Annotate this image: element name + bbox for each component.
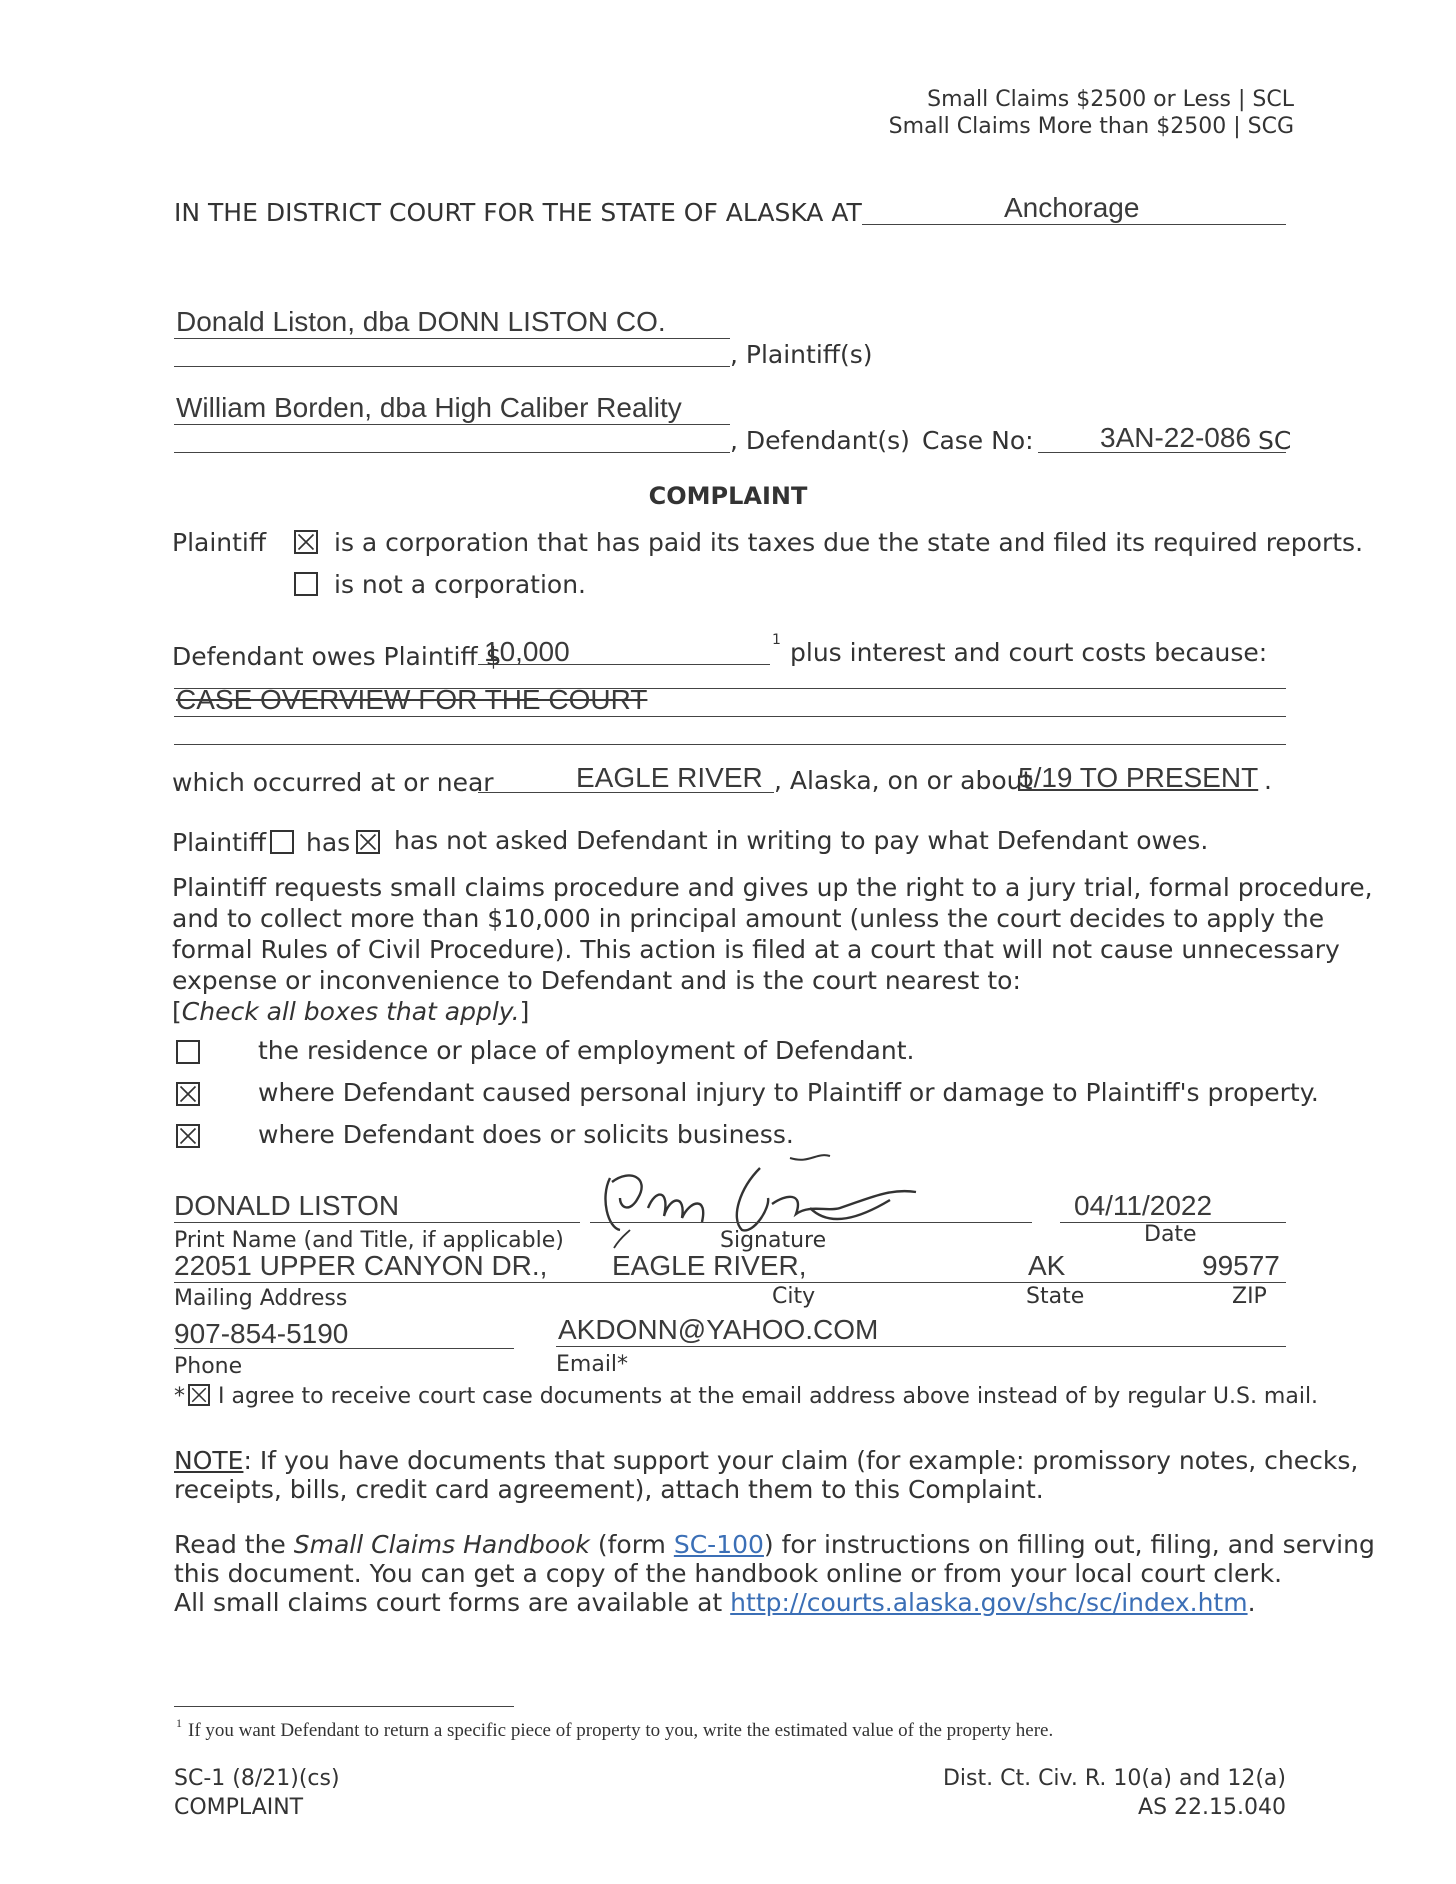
nearest-residence-label: the residence or place of employment of Defendant. — [258, 1036, 915, 1065]
mailing-address-label: Mailing Address — [174, 1286, 348, 1311]
nearest-injury-checkbox[interactable] — [176, 1082, 200, 1106]
phone-line — [174, 1348, 514, 1349]
footer-form-no: SC-1 (8/21)(cs) — [174, 1766, 340, 1791]
procedure-line-1: Plaintiff requests small claims procedure and gives up the right to a jury trial, formal procedure, — [172, 873, 1373, 902]
handbook-title: Small Claims Handbook — [293, 1530, 590, 1559]
footnote-mark: 1 — [176, 1716, 182, 1730]
reason-line-3 — [174, 744, 1286, 745]
procedure-line-3: formal Rules of Civil Procedure). This action is filed at a court that will not cause unnecessary — [172, 935, 1340, 964]
email-consent-star: * — [174, 1384, 185, 1409]
note-line-1: : If you have documents that support your claim (for example: promissory notes, checks, — [243, 1446, 1359, 1475]
complaint-title: COMPLAINT — [648, 482, 808, 510]
signature-line — [590, 1222, 1032, 1223]
case-type-line-1: Small Claims $2500 or Less | SCL — [927, 87, 1294, 112]
has-not-asked-checkbox[interactable] — [356, 830, 380, 854]
state: AK — [1028, 1250, 1066, 1281]
forms-url-link[interactable]: http://courts.alaska.gov/shc/sc/index.htm — [730, 1588, 1248, 1617]
zip-label: ZIP — [1232, 1284, 1267, 1309]
email-label: Email* — [556, 1352, 629, 1377]
owes-suffix: plus interest and court costs because: — [790, 638, 1268, 667]
nearest-injury-label: where Defendant caused personal injury to Plaintiff or damage to Plaintiff's property. — [258, 1078, 1319, 1107]
defendant-line-2 — [174, 452, 730, 453]
case-no-value: 3AN-22-086 — [1100, 422, 1251, 453]
plaintiff-line-2 — [174, 366, 730, 367]
owes-footnote-mark: 1 — [772, 632, 781, 648]
occurred-prefix: which occurred at or near — [172, 768, 494, 797]
signature-label: Signature — [720, 1228, 827, 1253]
print-name-label: Print Name (and Title, if applicable) — [174, 1228, 564, 1253]
defendant-label: , Defendant(s) — [730, 426, 910, 455]
owes-amount-line — [478, 664, 770, 665]
not-corp-checkbox[interactable] — [294, 572, 318, 596]
case-type-line-2: Small Claims More than $2500 | SCG — [888, 114, 1294, 139]
procedure-line-4: expense or inconvenience to Defendant and is the court nearest to: — [172, 966, 1021, 995]
print-name: DONALD LISTON — [174, 1190, 400, 1221]
nearest-business-check-mark — [178, 1126, 198, 1146]
corp-plaintiff-label: Plaintiff — [172, 528, 267, 557]
occurred-end: . — [1264, 766, 1272, 795]
zip: 99577 — [1202, 1250, 1280, 1281]
handbook-line-2: this document. You can get a copy of the handbook online or from your local court clerk. — [174, 1559, 1283, 1588]
sc-100-link[interactable]: SC-100 — [673, 1530, 764, 1559]
has-label: has — [306, 828, 351, 857]
nearest-business-checkbox[interactable] — [176, 1124, 200, 1148]
handbook-paragraph: Read the Small Claims Handbook (form SC-100) for instructions on filling out, filing, and serving this document. You can get a copy of the handbook online or from your local court clerk. All small claims court forms are available at http://courts.alaska.gov/shc/sc/index.htm. — [174, 1530, 1375, 1617]
footnote-text: If you want Defendant to return a specific piece of property to you, write the estimated value of the property here. — [188, 1720, 1054, 1741]
note-paragraph — [174, 1446, 1358, 1504]
case-no-line — [1038, 452, 1286, 453]
case-no-suffix: SC — [1258, 426, 1292, 455]
nearest-injury-check-mark — [178, 1084, 198, 1104]
email-line — [556, 1346, 1286, 1347]
occurred-place-line — [478, 792, 774, 793]
footer-statute: AS 22.15.040 — [1138, 1795, 1286, 1820]
state-label: State — [1026, 1284, 1085, 1309]
occurred-place: EAGLE RIVER — [576, 762, 763, 793]
corp-check-mark — [296, 532, 316, 552]
has-not-check-mark — [358, 832, 378, 852]
occurred-middle: , Alaska, on or about — [774, 766, 1033, 795]
plaintiff-name: Donald Liston, dba DONN LISTON CO. — [176, 306, 666, 337]
footer-right — [943, 1764, 1286, 1822]
owes-prefix: Defendant owes Plaintiff $ — [172, 642, 502, 671]
corp-option-1: is a corporation that has paid its taxes due the state and filed its required reports. — [334, 528, 1364, 557]
court-label: IN THE DISTRICT COURT FOR THE STATE OF ALASKA AT — [174, 198, 862, 227]
occurred-date: 5/19 TO PRESENT — [1018, 762, 1259, 793]
defendant-line-1 — [174, 424, 730, 425]
email-consent-text: I agree to receive court case documents at the email address above instead of by regular U.S. mail. — [218, 1384, 1319, 1409]
plaintiff-label: , Plaintiff(s) — [730, 340, 873, 369]
footer-left — [174, 1764, 340, 1822]
reason-line-2 — [174, 716, 1286, 717]
corp-checkbox[interactable] — [294, 530, 318, 554]
phone: 907-854-5190 — [174, 1318, 349, 1349]
footer-rule: Dist. Ct. Civ. R. 10(a) and 12(a) — [942, 1766, 1286, 1791]
footnote-rule — [174, 1706, 514, 1707]
plaintiff-line-1 — [174, 338, 730, 339]
procedure-line-2: and to collect more than $10,000 in principal amount (unless the court decides to apply the — [172, 904, 1325, 933]
asked-plaintiff-label: Plaintiff — [172, 828, 267, 857]
note-label: NOTE — [174, 1446, 244, 1475]
email: AKDONN@YAHOO.COM — [558, 1314, 879, 1345]
case-no-label: Case No: — [922, 426, 1034, 455]
email-consent-check-mark — [190, 1386, 208, 1404]
footer-form-name: COMPLAINT — [174, 1795, 304, 1820]
city: EAGLE RIVER, — [612, 1250, 807, 1281]
nearest-business-label: where Defendant does or solicits business. — [258, 1120, 794, 1149]
sign-date-label: Date — [1144, 1222, 1197, 1247]
check-all-instruction: [Check all boxes that apply.] — [172, 997, 530, 1026]
court-location: Anchorage — [1004, 192, 1140, 223]
corp-option-2: is not a corporation. — [334, 570, 586, 599]
city-label: City — [772, 1284, 816, 1309]
nearest-residence-checkbox[interactable] — [176, 1040, 200, 1064]
print-name-line — [174, 1222, 580, 1223]
defendant-name: William Borden, dba High Caliber Reality — [176, 392, 682, 423]
phone-label: Phone — [174, 1354, 243, 1379]
note-line-2: receipts, bills, credit card agreement), attach them to this Complaint. — [174, 1475, 1044, 1504]
has-asked-checkbox[interactable] — [270, 830, 294, 854]
sign-date: 04/11/2022 — [1074, 1190, 1213, 1221]
owes-amount: 10,000 — [484, 636, 570, 667]
court-location-line — [862, 224, 1286, 225]
email-consent-checkbox[interactable] — [188, 1384, 210, 1406]
case-type-header — [889, 86, 1294, 140]
asked-text: has not asked Defendant in writing to pay what Defendant owes. — [394, 826, 1209, 855]
owes-reason: CASE OVERVIEW FOR THE COURT — [176, 684, 648, 715]
mailing-address: 22051 UPPER CANYON DR., — [174, 1250, 548, 1281]
procedure-paragraph — [172, 872, 1373, 1027]
address-line — [174, 1282, 1286, 1283]
